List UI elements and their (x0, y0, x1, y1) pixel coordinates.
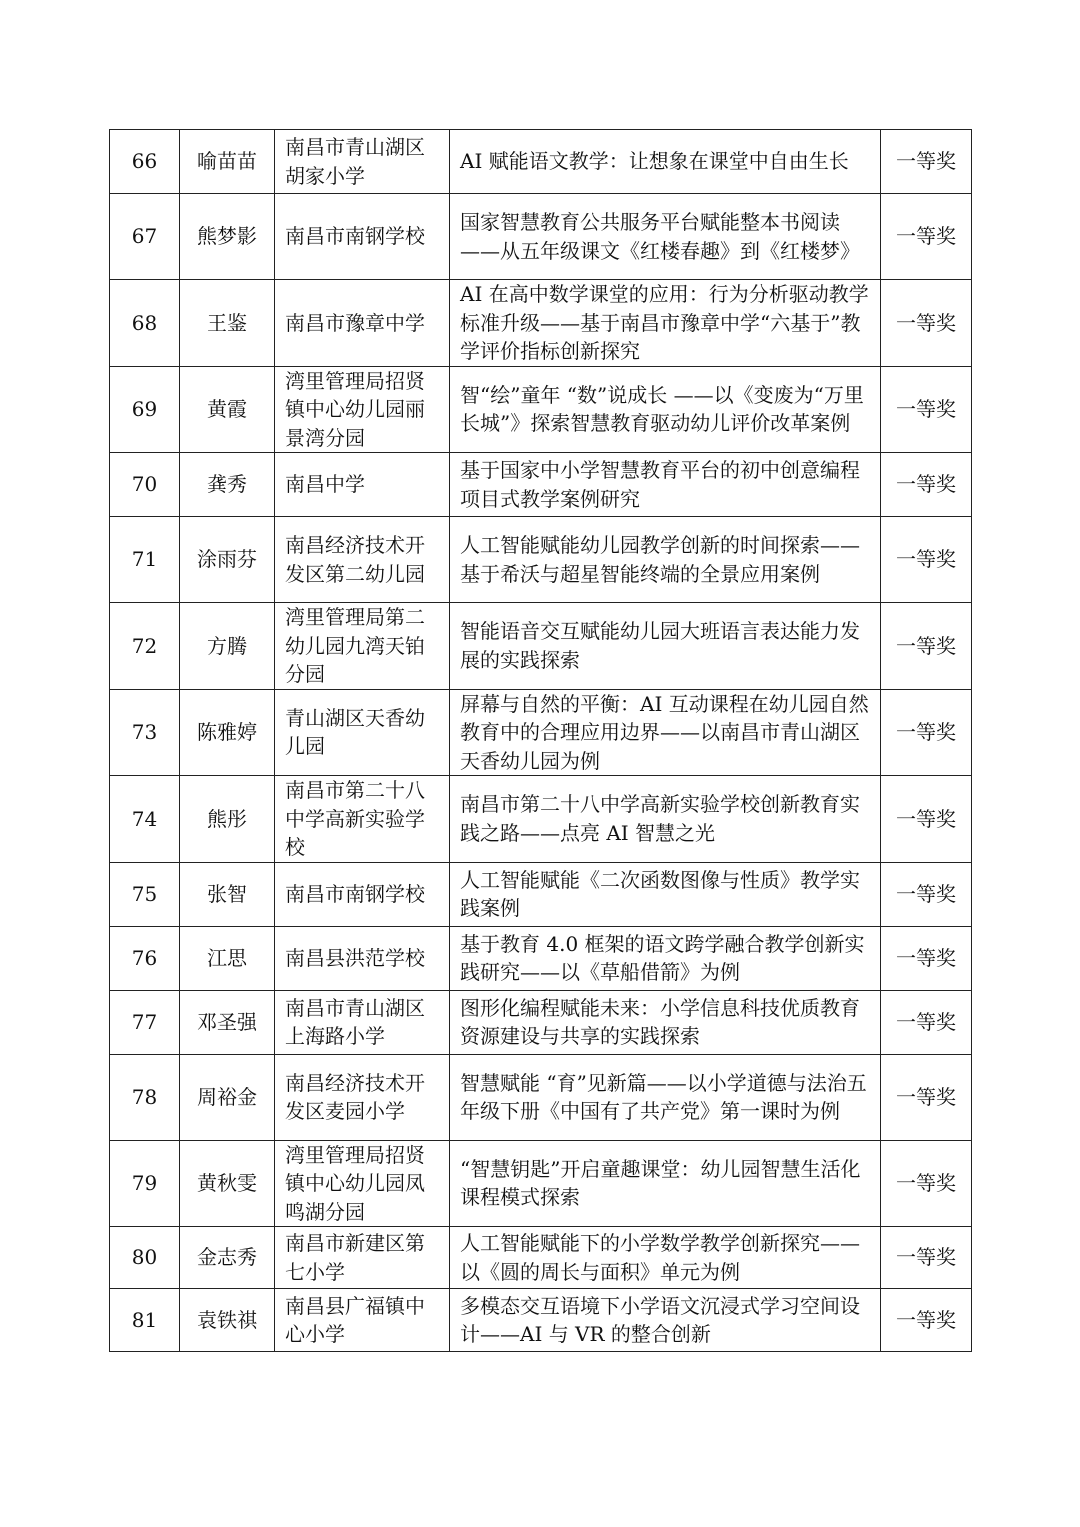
row-number: 80 (110, 1227, 180, 1289)
winner-name: 陈雅婷 (180, 689, 275, 776)
row-number: 75 (110, 862, 180, 926)
school-name: 南昌中学 (275, 453, 450, 517)
school-name: 南昌经济技术开发区第二幼儿园 (275, 517, 450, 603)
award-level: 一等奖 (881, 990, 972, 1054)
table-row (110, 689, 972, 776)
school-name: 湾里管理局招贤镇中心幼儿园凤鸣湖分园 (275, 1140, 450, 1227)
project-title: 多模态交互语境下小学语文沉浸式学习空间设计——AI 与 VR 的整合创新 (450, 1289, 881, 1352)
row-number: 72 (110, 603, 180, 690)
winner-name: 涂雨芬 (180, 517, 275, 603)
award-level: 一等奖 (881, 689, 972, 776)
school-name: 南昌县洪范学校 (275, 926, 450, 990)
row-number: 70 (110, 453, 180, 517)
winner-name: 金志秀 (180, 1227, 275, 1289)
school-name: 南昌市青山湖区上海路小学 (275, 990, 450, 1054)
award-level: 一等奖 (881, 862, 972, 926)
winner-name: 张智 (180, 862, 275, 926)
project-title: 智慧赋能 “育”见新篇——以小学道德与法治五年级下册《中国有了共产党》第一课时为例 (450, 1054, 881, 1140)
award-level: 一等奖 (881, 1227, 972, 1289)
row-number: 81 (110, 1289, 180, 1352)
table-row (110, 776, 972, 863)
table-row (110, 453, 972, 517)
row-number: 67 (110, 194, 180, 280)
project-title: 智能语音交互赋能幼儿园大班语言表达能力发展的实践探索 (450, 603, 881, 690)
table-row (110, 517, 972, 603)
project-title: 人工智能赋能《二次函数图像与性质》教学实践案例 (450, 862, 881, 926)
award-level: 一等奖 (881, 194, 972, 280)
project-title: 图形化编程赋能未来：小学信息科技优质教育资源建设与共享的实践探索 (450, 990, 881, 1054)
award-level: 一等奖 (881, 280, 972, 367)
row-number: 69 (110, 366, 180, 453)
winner-name: 熊彤 (180, 776, 275, 863)
school-name: 南昌市南钢学校 (275, 194, 450, 280)
project-title: AI 在高中数学课堂的应用：行为分析驱动教学标准升级——基于南昌市豫章中学“六基于”教学评价指标创新探究 (450, 280, 881, 367)
table-row (110, 862, 972, 926)
row-number: 73 (110, 689, 180, 776)
award-level: 一等奖 (881, 1289, 972, 1352)
table-row (110, 990, 972, 1054)
winner-name: 邓圣强 (180, 990, 275, 1054)
project-title: 屏幕与自然的平衡：AI 互动课程在幼儿园自然教育中的合理应用边界——以南昌市青山湖区天香幼儿园为例 (450, 689, 881, 776)
award-level: 一等奖 (881, 1054, 972, 1140)
awards-table (109, 129, 972, 1352)
winner-name: 江思 (180, 926, 275, 990)
row-number: 71 (110, 517, 180, 603)
award-level: 一等奖 (881, 517, 972, 603)
table-row (110, 280, 972, 367)
awards-table-body (110, 130, 972, 1352)
winner-name: 龚秀 (180, 453, 275, 517)
row-number: 77 (110, 990, 180, 1054)
row-number: 68 (110, 280, 180, 367)
winner-name: 黄秋雯 (180, 1140, 275, 1227)
table-row (110, 603, 972, 690)
award-level: 一等奖 (881, 366, 972, 453)
school-name: 南昌经济技术开发区麦园小学 (275, 1054, 450, 1140)
school-name: 湾里管理局招贤镇中心幼儿园丽景湾分园 (275, 366, 450, 453)
school-name: 南昌县广福镇中心小学 (275, 1289, 450, 1352)
row-number: 76 (110, 926, 180, 990)
project-title: “智慧钥匙”开启童趣课堂：幼儿园智慧生活化课程模式探索 (450, 1140, 881, 1227)
winner-name: 熊梦影 (180, 194, 275, 280)
school-name: 南昌市第二十八中学高新实验学校 (275, 776, 450, 863)
school-name: 南昌市青山湖区胡家小学 (275, 130, 450, 194)
project-title: 智“绘”童年 “数”说成长 ——以《变废为“万里长城”》探索智慧教育驱动幼儿评价改革案例 (450, 366, 881, 453)
project-title: 人工智能赋能幼儿园教学创新的时间探索——基于希沃与超星智能终端的全景应用案例 (450, 517, 881, 603)
table-row (110, 1289, 972, 1352)
winner-name: 方腾 (180, 603, 275, 690)
winner-name: 王鉴 (180, 280, 275, 367)
award-level: 一等奖 (881, 130, 972, 194)
school-name: 南昌市南钢学校 (275, 862, 450, 926)
winner-name: 黄霞 (180, 366, 275, 453)
winner-name: 袁铁祺 (180, 1289, 275, 1352)
winner-name: 喻苗苗 (180, 130, 275, 194)
winner-name: 周裕金 (180, 1054, 275, 1140)
award-level: 一等奖 (881, 1140, 972, 1227)
school-name: 南昌市豫章中学 (275, 280, 450, 367)
project-title: 基于教育 4.0 框架的语文跨学融合教学创新实践研究——以《草船借箭》为例 (450, 926, 881, 990)
project-title: 南昌市第二十八中学高新实验学校创新教育实践之路——点亮 AI 智慧之光 (450, 776, 881, 863)
table-row (110, 1227, 972, 1289)
row-number: 79 (110, 1140, 180, 1227)
table-row (110, 194, 972, 280)
table-row (110, 926, 972, 990)
school-name: 南昌市新建区第七小学 (275, 1227, 450, 1289)
award-level: 一等奖 (881, 776, 972, 863)
row-number: 66 (110, 130, 180, 194)
table-row (110, 130, 972, 194)
award-level: 一等奖 (881, 926, 972, 990)
project-title: 人工智能赋能下的小学数学教学创新探究——以《圆的周长与面积》单元为例 (450, 1227, 881, 1289)
project-title: 国家智慧教育公共服务平台赋能整本书阅读——从五年级课文《红楼春趣》到《红楼梦》 (450, 194, 881, 280)
school-name: 湾里管理局第二幼儿园九湾天铂分园 (275, 603, 450, 690)
award-level: 一等奖 (881, 603, 972, 690)
award-level: 一等奖 (881, 453, 972, 517)
project-title: AI 赋能语文教学：让想象在课堂中自由生长 (450, 130, 881, 194)
table-row (110, 1054, 972, 1140)
row-number: 74 (110, 776, 180, 863)
table-row (110, 366, 972, 453)
project-title: 基于国家中小学智慧教育平台的初中创意编程项目式教学案例研究 (450, 453, 881, 517)
row-number: 78 (110, 1054, 180, 1140)
school-name: 青山湖区天香幼儿园 (275, 689, 450, 776)
table-row (110, 1140, 972, 1227)
